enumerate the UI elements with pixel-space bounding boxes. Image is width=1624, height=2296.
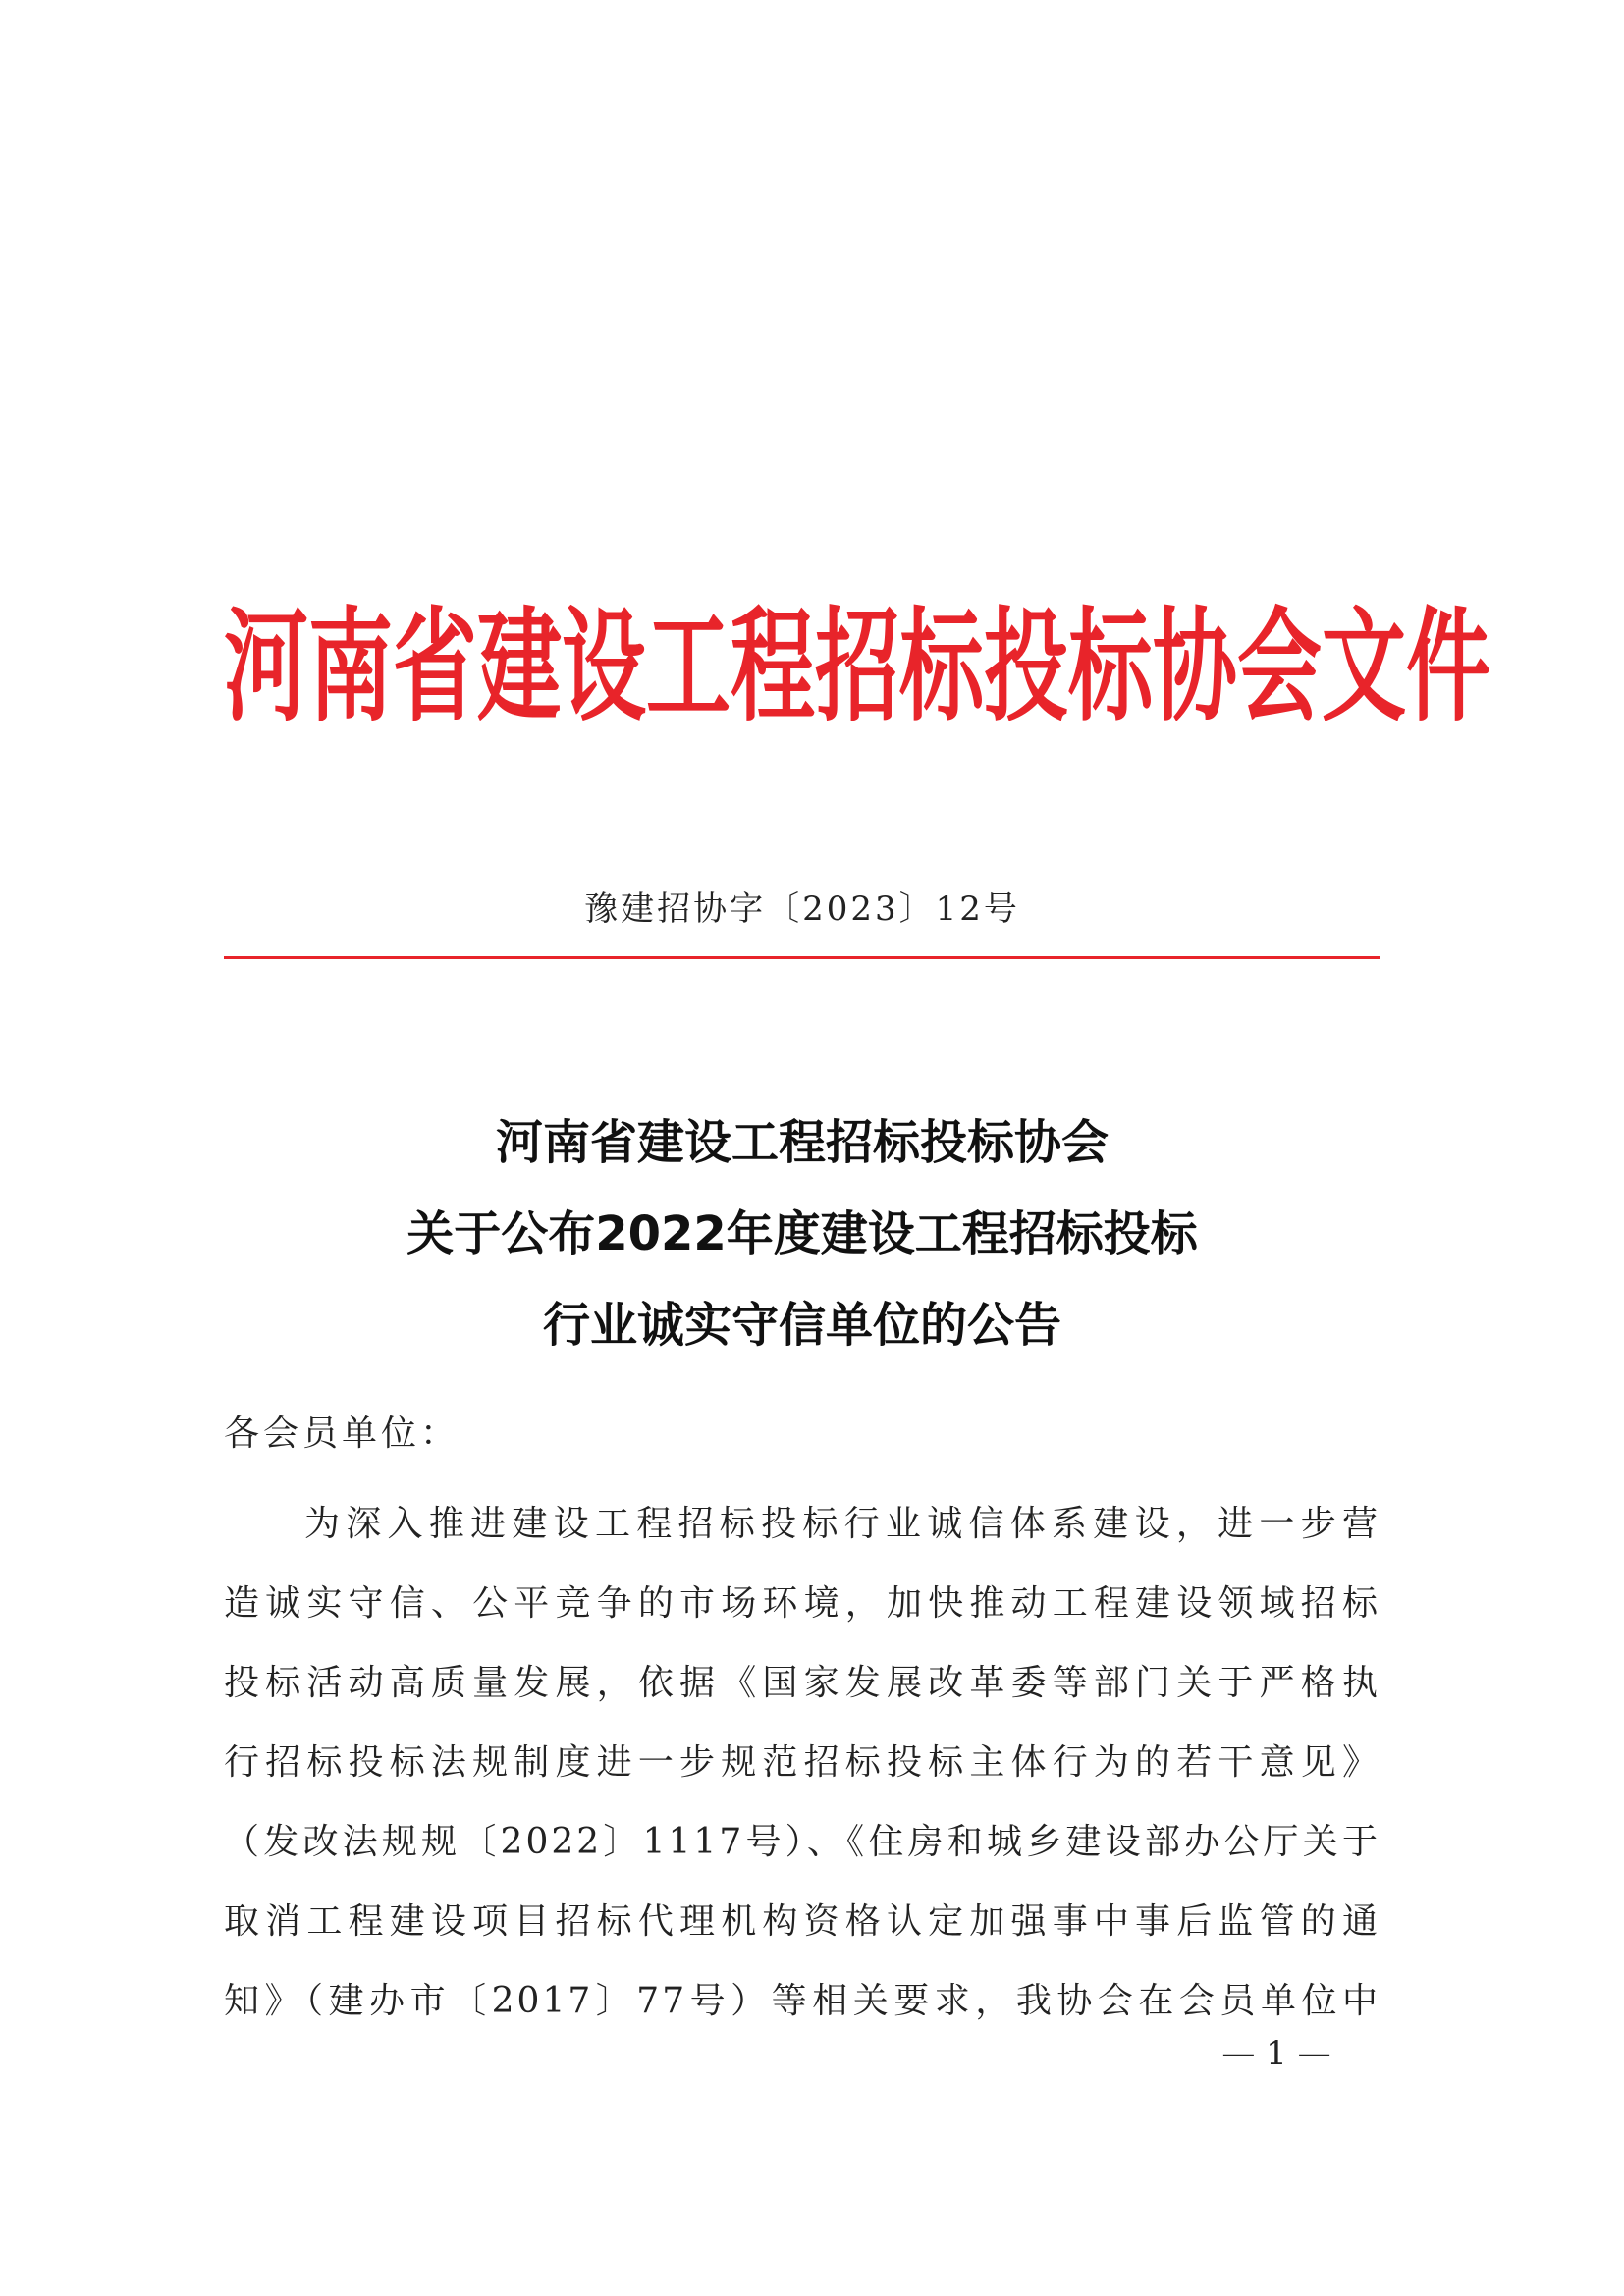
body-line: 为深入推进建设工程招标投标行业诚信体系建设，进一步营: [304, 1504, 1380, 1544]
document-number: 豫建招协字〔2023〕12号: [584, 889, 1020, 929]
red-divider-line: [224, 956, 1380, 959]
body-line: 知》（建办市〔2017〕77号）等相关要求，我协会在会员单位中: [224, 1981, 1380, 2021]
page-number: — 1 —: [1221, 2034, 1331, 2073]
salutation: 各会员单位：: [224, 1414, 460, 1454]
body-line: （发改法规规〔2022〕1117号）、《住房和城乡建设部办公厅关于: [224, 1822, 1380, 1862]
announcement-title: [224, 1097, 1380, 1371]
title-line-1: 河南省建设工程招标投标协会: [495, 1115, 1109, 1170]
body-paragraph: [224, 1484, 1380, 2041]
title-line-2: 关于公布2022年度建设工程招标投标: [406, 1206, 1198, 1261]
body-line: 行招标投标法规制度进一步规范招标投标主体行为的若干意见》: [224, 1742, 1380, 1783]
body-line: 投标活动高质量发展，依据《国家发展改革委等部门关于严格执: [224, 1663, 1380, 1703]
body-line: 造诚实守信、公平竞争的市场环境，加快推动工程建设领域招标: [224, 1583, 1380, 1624]
body-line: 取消工程建设项目招标代理机构资格认定加强事中事后监管的通: [224, 1901, 1380, 1942]
title-line-3: 行业诚实守信单位的公告: [542, 1298, 1061, 1353]
masthead-title: 河南省建设工程招标投标协会文件: [224, 596, 1490, 739]
